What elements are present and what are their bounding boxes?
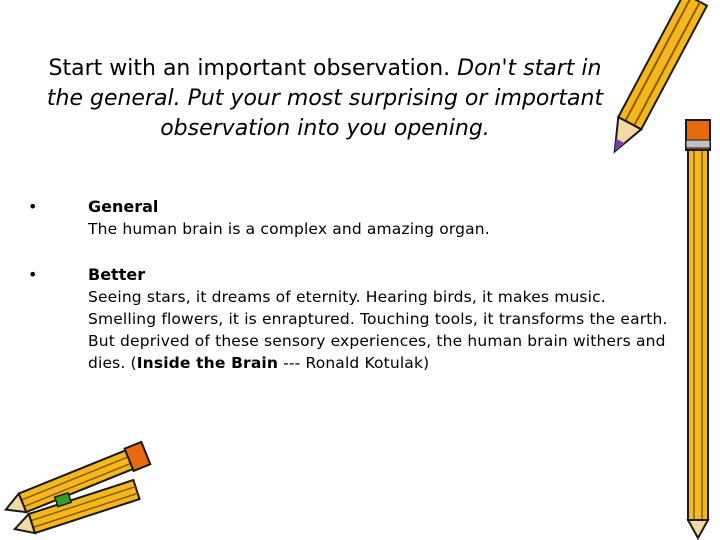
quote-attribution: --- Ronald Kotulak) [278, 354, 430, 372]
bullet-marker: • [28, 265, 38, 284]
pencil-icon [682, 0, 714, 540]
slide-title [40, 54, 610, 144]
bullet-list [28, 196, 668, 398]
pencils-icon [0, 430, 160, 540]
quote-text: Seeing stars, it dreams of eternity. Hearing birds, it makes music. Smelling flowers, it is enraptured. Touching tools, it transforms the earth. But deprived of these sensory experiences, the human brain withers and dies. ( [88, 288, 668, 372]
bullet-heading: General [88, 197, 159, 216]
book-title: Inside the Brain [136, 354, 279, 372]
title-lead: Start with an important observation. [48, 56, 451, 81]
bullet-item-better [28, 264, 668, 374]
bullet-text [88, 286, 668, 374]
bullet-marker: • [28, 197, 38, 216]
bullet-text: The human brain is a complex and amazing organ. [88, 220, 490, 238]
bullet-heading: Better [88, 265, 146, 284]
bullet-item-general [28, 196, 668, 240]
title-rest: Don't start in the general. Put your most surprising or important observation into you opening. [46, 56, 604, 141]
